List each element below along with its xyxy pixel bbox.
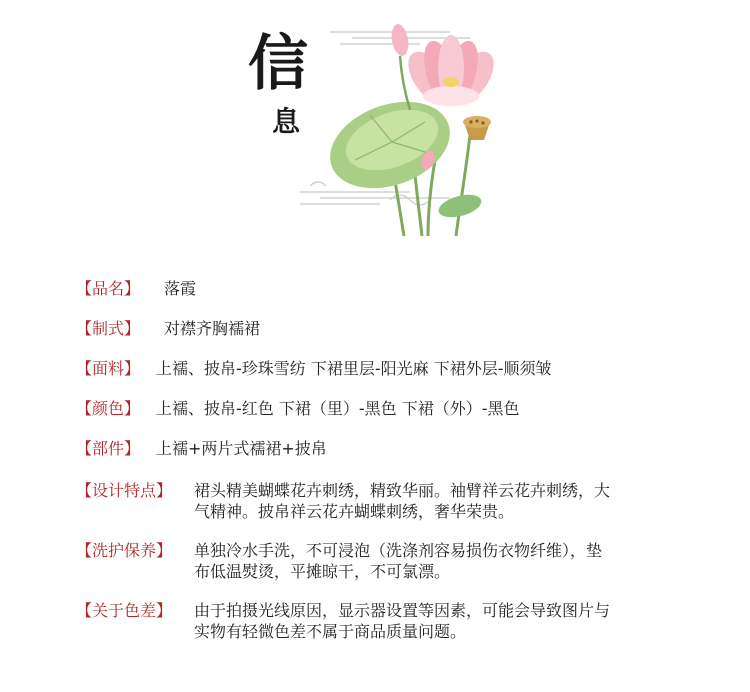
lotus-flower [400,35,503,112]
value-fabric: 上襦、披帛-珍珠雪纺 下裙里层-阳光麻 下裙外层-顺须皱 [156,359,552,378]
value-parts: 上襦+两片式襦裙+披帛 [156,439,327,458]
header-subtitle: 息 [272,105,301,138]
lotus-seed-pod [463,116,491,140]
row-parts [76,438,327,459]
row-fabric [76,358,552,379]
label-color-diff: 【关于色差】 [76,601,173,620]
lotus-illustration [300,10,510,238]
header-title: 信 [248,29,308,99]
value-design [194,480,610,522]
value-color: 上襦、披帛-红色 下裙（里）-黑色 下裙（外）-黑色 [156,399,520,418]
value-design-line-2: 气精神。披帛祥云花卉蝴蝶刺绣，奢华荣贵。 [194,502,515,521]
value-care-line-2: 布低温熨烫，平摊晾干，不可氯漂。 [194,562,451,581]
lotus-bud [389,23,410,110]
value-color-diff-line-1: 由于拍摄光线原因，显示器设置等因素，可能会导致图片与 [194,601,611,620]
row-color [76,398,520,419]
header-banner [0,0,750,250]
row-name [76,278,196,299]
value-design-line-1: 裙头精美蝴蝶花卉刺绣，精致华丽。袖臂祥云花卉刺绣，大 [194,481,611,500]
row-design [76,480,610,522]
row-color-diff [76,600,610,642]
value-style: 对襟齐胸襦裙 [164,319,261,338]
row-care [76,540,602,582]
value-color-diff-line-2: 实物有轻微色差不属于商品质量问题。 [194,622,467,641]
value-name: 落霞 [164,279,197,298]
label-fabric: 【面料】 [76,359,141,378]
label-color: 【颜色】 [76,399,141,418]
label-design: 【设计特点】 [76,481,173,500]
label-parts: 【部件】 [76,439,141,458]
value-color-diff [194,600,610,642]
row-style [76,318,260,339]
value-care-line-1: 单独冷水手洗，不可浸泡（洗涤剂容易损伤衣物纤维），垫 [194,541,603,560]
label-care: 【洗护保养】 [76,541,173,560]
label-name: 【品名】 [76,279,141,298]
label-style: 【制式】 [76,319,141,338]
value-care [194,540,602,582]
